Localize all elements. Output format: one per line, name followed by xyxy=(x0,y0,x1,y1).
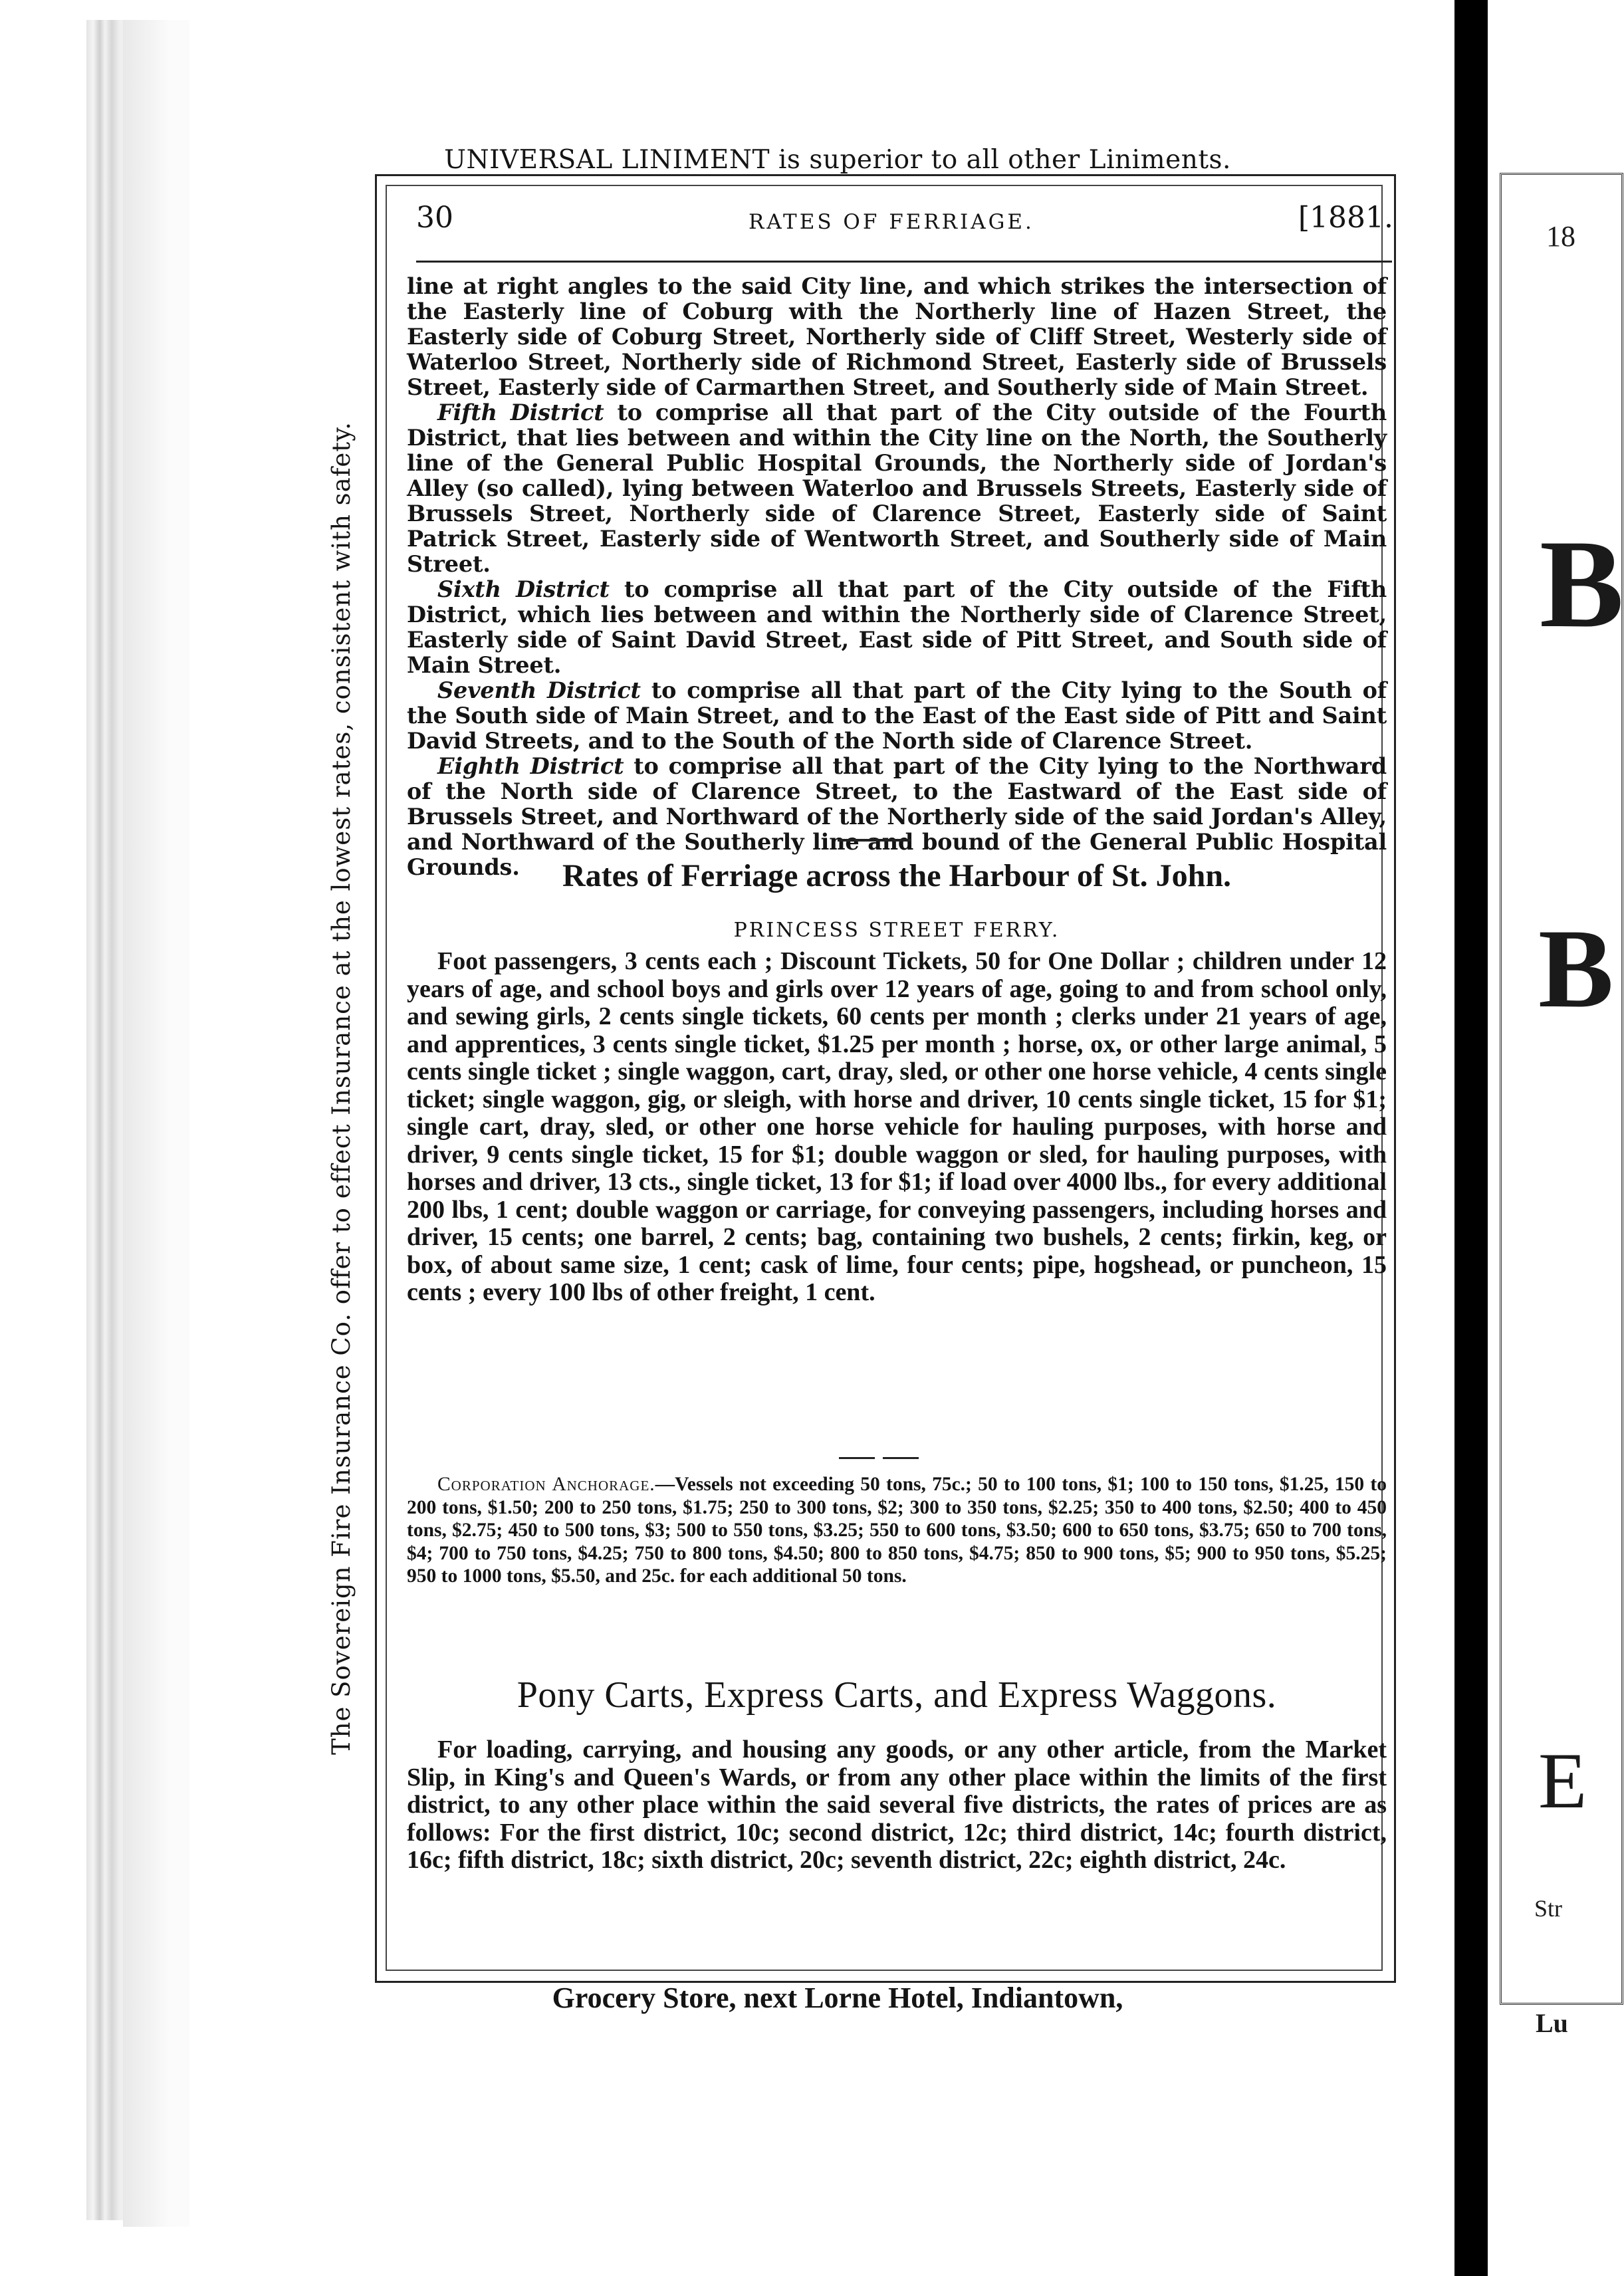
facing-page-fragment-top: 18 xyxy=(1546,220,1575,253)
district-continued-paragraph: line at right angles to the said City line, and which strikes the intersection of the Easterly line of Coburg with the Northerly line of Hazen Street, the Easterly side of Coburg Street, Northerly side of Cliff Street, Westerly side of Waterloo Street, Northerly side of Richmond Street, Easterly side of Brussels Street, Easterly side of Carmarthen Street, and Southerly side of Main Street. xyxy=(407,273,1387,400)
carts-heading: Pony Carts, Express Carts, and Express Waggons. xyxy=(517,1674,1277,1716)
ferry-subheading: PRINCESS STREET FERRY. xyxy=(733,919,1060,942)
anchorage-divider-right xyxy=(883,1457,919,1459)
carts-paragraph: For loading, carrying, and housing any goods, or any other article, from the Market Slip, in King's and Queen's Wards, or from any other place within the limits of the first district, to any other place within the said several five districts, the rates of prices are as follows: For the first district, 10c; second district, 12c; third district, 14c; fourth district, 16c; fifth district, 18c; sixth district, 20c; seventh district, 22c; eighth district, 24c. xyxy=(407,1736,1387,1874)
eighth-district-label: Eighth District xyxy=(437,753,624,779)
page-header xyxy=(416,201,1393,241)
page-block-edges xyxy=(86,20,124,2220)
top-advertisement: UNIVERSAL LINIMENT is superior to all other Liniments. xyxy=(444,145,1231,175)
eighth-district-text: to comprise all that part of the City lying to the Northward of the North side of Clarence Street, to the Eastward of the East side of Brussels Street, and Northward of the Northerly side of the said Jordan's Alley, and Northward of the Southerly line and bound of the General Public Hospital Grounds. xyxy=(407,753,1387,880)
anchorage-section xyxy=(407,1473,1387,1588)
anchorage-paragraph xyxy=(407,1473,1387,1588)
facing-page-fragment-line: Str xyxy=(1534,1895,1563,1922)
facing-page-letter-2: B xyxy=(1538,906,1614,1031)
sixth-district-paragraph xyxy=(407,577,1387,678)
seventh-district-text: to comprise all that part of the City lying to the South of the South side of Main Street, and to the East of the East side of Pitt and Saint David Streets, and to the South of the North side of Clarence Street. xyxy=(407,677,1387,754)
section-divider xyxy=(838,839,911,842)
fifth-district-paragraph xyxy=(407,400,1387,577)
book-gutter-shadow xyxy=(1454,0,1488,2276)
page-gutter-shading xyxy=(123,20,189,2227)
sixth-district-label: Sixth District xyxy=(437,576,610,602)
side-advertisement: The Sovereign Fire Insurance Co. offer to effect Insurance at the lowest rates, consistent with safety. xyxy=(327,421,356,1755)
facing-page-frame xyxy=(1500,173,1623,2005)
districts-section xyxy=(407,274,1387,880)
seventh-district-paragraph xyxy=(407,678,1387,754)
bottom-advertisement: Grocery Store, next Lorne Hotel, Indiantown, xyxy=(552,1982,1123,2014)
header-rule xyxy=(416,261,1392,263)
facing-page xyxy=(1488,20,1624,2233)
ferriage-rates-section xyxy=(407,948,1387,1307)
ferriage-heading: Rates of Ferriage across the Harbour of St. John. xyxy=(562,858,1232,893)
carts-section xyxy=(407,1736,1387,1875)
ferriage-rates-paragraph: Foot passengers, 3 cents each ; Discount Tickets, 50 for One Dollar ; children under 12 years of age, and school boys and girls over 12 years of age, going to and from school only, and sewing girls, 2 cents single tickets, 60 cents per month ; clerks under 21 years of age, and apprentices, 3 cents single ticket, $1.25 per month ; horse, ox, or other large animal, 5 cents single ticket ; single waggon, cart, dray, sled, or other one horse vehicle, 4 cents single ticket; single waggon, gig, or sleigh, with horse and driver, 10 cents single ticket, 15 for $1; single cart, dray, sled, or other one horse vehicle for hauling purposes, with horse and driver, 9 cents single ticket, 15 for $1; double waggon or sled, for hauling purposes, with horses and driver, 13 cts., single ticket, 13 for $1; if load over 4000 lbs., for every additional 200 lbs, 1 cent; double waggon or carriage, for conveying passengers, including horses and driver, 15 cents; one barrel, 2 cents; bag, containing two bushels, 2 cents; firkin, keg, or box, of about same size, 1 cent; cask of lime, four cents; pipe, hogshead, or puncheon, 15 cents ; every 100 lbs of other freight, 1 cent. xyxy=(407,947,1387,1306)
facing-page-letter-1: B xyxy=(1540,514,1624,654)
facing-page-letter-3: E xyxy=(1538,1736,1587,1825)
fifth-district-label: Fifth District xyxy=(437,399,604,425)
seventh-district-label: Seventh District xyxy=(437,677,641,703)
anchorage-text: —Vessels not exceeding 50 tons, 75c.; 50 to 100 tons, $1; 100 to 150 tons, $1.25, 150 to 200 tons, $1.50; 200 to 250 tons, $1.75; 250 to 300 tons, $2; 300 to 350 tons, $2.25; 350 to 400 tons, $2.50; 400 to 450 tons, $2.75; 450 to 500 tons, $3; 500 to 550 tons, $3.25; 550 to 600 tons, $3.50; 600 to 650 tons, $3.75; 650 to 700 tons, $4; 700 to 750 tons, $4.25; 750 to 800 tons, $4.50; 800 to 850 tons, $4.75; 850 to 900 tons, $5; 900 to 950 tons, $5.25; 950 to 1000 tons, $5.50, and 25c. for each additional 50 tons. xyxy=(407,1474,1387,1587)
running-title: RATES OF FERRIAGE. xyxy=(749,210,1034,234)
anchorage-divider-left xyxy=(839,1457,875,1459)
anchorage-label: Corporation Anchorage. xyxy=(437,1474,655,1495)
fifth-district-text: to comprise all that part of the City outside of the Fourth District, that lies between and within the City line on the North, the Southerly line of the General Public Hospital Grounds, the Northerly side of Jordan's Alley (so called), lying between Waterloo and Brussels Streets, Easterly side of Brussels Street, Northerly side of Clarence Street, Easterly side of Saint Patrick Street, Easterly side of Wentworth Street, and Southerly side of Main Street. xyxy=(407,399,1387,577)
page-year: [1881. xyxy=(1298,201,1393,235)
page-number: 30 xyxy=(416,201,453,235)
sixth-district-text: to comprise all that part of the City outside of the Fifth District, which lies between and within the Northerly side of Clarence Street, Easterly side of Saint David Street, East side of Pitt Street, and South side of Main Street. xyxy=(407,576,1387,678)
facing-page-fragment-bottom: Lu xyxy=(1536,2008,1568,2038)
